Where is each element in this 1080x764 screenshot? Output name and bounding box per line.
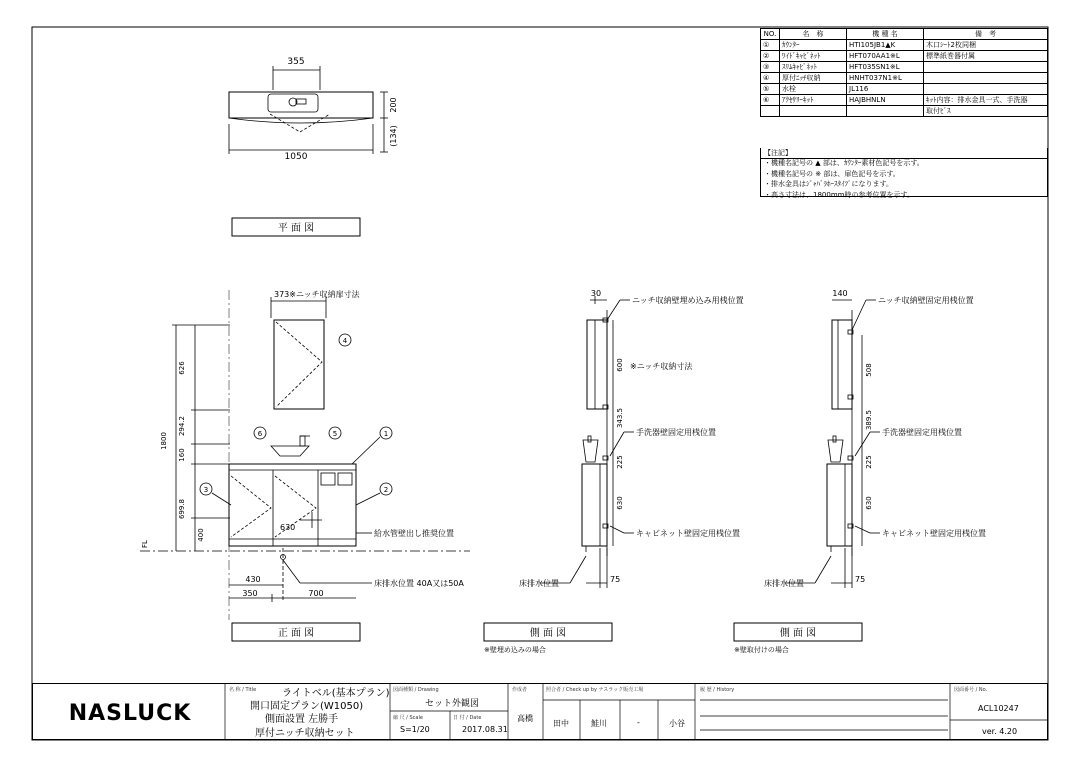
side2-note: ※壁取付けの場合: [734, 646, 789, 654]
parts-cell: ①: [761, 40, 780, 51]
plan-view: [229, 66, 388, 154]
scale-value: S=1/20: [400, 725, 430, 734]
side2-label: 側 面 図: [779, 628, 817, 639]
parts-cell: HFT035SN1※L: [847, 62, 924, 73]
front-label: 正 面 図: [277, 628, 315, 639]
parts-header-name: 名 称: [780, 29, 847, 40]
parts-cell: [847, 106, 924, 117]
callout-cabinet-wall-2: キャビネット壁固定用桟位置: [882, 529, 986, 538]
marker-3: 3: [203, 486, 209, 494]
side-view-wall-mounted: [785, 300, 880, 588]
checker-1: 田中: [553, 719, 569, 728]
dim-side1-225: 225: [616, 455, 624, 469]
dim-side2-75: 75: [855, 575, 866, 584]
date-caption: 日 付 / Date: [453, 715, 482, 721]
dim-side1-630: 630: [616, 496, 624, 510]
parts-cell: ｶｳﾝﾀｰ: [780, 40, 847, 51]
dim-front-fl: FL: [141, 540, 149, 548]
dim-front-2942: 294.2: [178, 415, 186, 437]
dim-side1-600: 600: [616, 358, 624, 372]
callout-cabinet-wall-1: キャビネット壁固定用桟位置: [636, 529, 740, 538]
parts-cell: ｽﾘﾑｷｬﾋﾞﾈｯﾄ: [780, 62, 847, 73]
callout-niche-embed: ニッチ収納壁埋め込み用桟位置: [632, 296, 744, 305]
callout-floor-drain-side-1: 床排水位置: [519, 579, 559, 588]
parts-cell: [924, 73, 1048, 84]
dim-front-700: 700: [308, 589, 324, 598]
marker-2: 2: [383, 486, 389, 494]
dim-side1-3435: 343.5: [616, 407, 624, 429]
dim-front-350: 350: [242, 589, 258, 598]
table-row: [761, 106, 1048, 117]
brand-logo: NASLUCK: [68, 700, 192, 726]
notes-heading: 【注記】: [760, 148, 1048, 159]
table-row: [761, 51, 1048, 62]
title-line2: 開口固定プラン(W1050): [250, 701, 364, 712]
side-view-embedded: [540, 296, 634, 588]
drafter-caption: 作成者: [512, 687, 528, 693]
callout-floor-drain-front: 床排水位置 40A又は50A: [374, 579, 464, 588]
parts-cell: [761, 106, 780, 117]
parts-cell: 標準紙巻器付属: [924, 51, 1048, 62]
table-row: [761, 62, 1048, 73]
check-caption: 照合者 / Check up by ナスラック販売工場: [546, 687, 644, 693]
parts-table: [760, 28, 1048, 117]
date-value: 2017.08.31: [462, 725, 508, 734]
parts-cell: HNHT037N1※L: [847, 73, 924, 84]
title-line4: 厚付ニッチ収納セット: [255, 728, 355, 739]
callout-supply-pipe: 給水管壁出し推奨位置: [374, 529, 454, 538]
parts-cell: HAJBHNLN: [847, 95, 924, 106]
parts-cell: ﾜｲﾄﾞｷｬﾋﾞﾈｯﾄ: [780, 51, 847, 62]
note-item: ・機種名記号の ▲ 部は、ｶｳﾝﾀｰ素材色記号を示す。: [764, 159, 924, 167]
drawing-caption: 図面種類 / Drawing: [393, 687, 439, 693]
marker-4: 4: [342, 337, 348, 345]
docno-caption: 図面番号 / No.: [954, 687, 988, 693]
title-line1: ライトベル(基本プラン): [282, 688, 390, 699]
checker-4: 小谷: [669, 719, 685, 728]
marker-6: 6: [257, 430, 263, 438]
table-row: [761, 73, 1048, 84]
docno-value: ACL10247: [978, 704, 1019, 713]
drafter-value: 高橋: [517, 714, 533, 723]
parts-cell: ｷｯﾄ内容：排水金具一式、手洗器: [924, 95, 1048, 106]
side1-label: 側 面 図: [529, 628, 567, 639]
dim-side2-3895: 389.5: [865, 409, 873, 431]
marker-5: 5: [332, 430, 338, 438]
parts-header-remarks: 備 考: [924, 29, 1048, 40]
callout-basin-wall-2: 手洗器壁固定用桟位置: [882, 428, 962, 437]
checker-3: -: [637, 718, 640, 727]
history-caption: 履 歴 / History: [700, 687, 735, 693]
dim-side1-600-note: ※ニッチ収納寸法: [630, 362, 693, 371]
parts-header-row: [761, 29, 1048, 40]
title-line3: 側面設置 左勝手: [265, 714, 339, 725]
parts-cell: HTI105JB1▲K: [847, 40, 924, 51]
parts-cell: [924, 84, 1048, 95]
parts-cell: ｱｸｾｻﾘｰｷｯﾄ: [780, 95, 847, 106]
side1-note: ※壁埋め込みの場合: [484, 646, 546, 654]
parts-cell: ⑤: [761, 84, 780, 95]
parts-cell: HFT070AA1※L: [847, 51, 924, 62]
table-row: [761, 95, 1048, 106]
scale-caption: 縮 尺 / Scale: [393, 715, 423, 721]
parts-header-no: NO.: [761, 29, 780, 40]
dim-front-626: 626: [178, 361, 186, 375]
dim-plan-1050: 1050: [284, 152, 308, 162]
callout-basin-wall-1: 手洗器壁固定用桟位置: [636, 428, 716, 437]
parts-cell: 取付ﾋﾞｽ: [924, 106, 1048, 117]
marker-1: 1: [383, 430, 389, 438]
plan-label: 平 面 図: [277, 223, 315, 234]
dim-front-160: 160: [178, 448, 186, 462]
note-item: ・排水金具はｼﾞｬﾊﾞﾗﾎｰｽﾀｲﾌﾟになります。: [764, 180, 893, 188]
dim-side2-508: 508: [865, 363, 873, 377]
dim-side2-225: 225: [865, 455, 873, 469]
table-row: [761, 40, 1048, 51]
callout-niche-wall: ニッチ収納壁固定用桟位置: [878, 296, 974, 305]
parts-cell: JL116: [847, 84, 924, 95]
dim-front-630: 630: [280, 523, 296, 532]
notes-list: [760, 158, 1048, 197]
dim-front-6998: 699.8: [178, 498, 186, 520]
parts-cell: [780, 106, 847, 117]
drawing-type: セット外観図: [425, 699, 480, 709]
version-value: ver. 4.20: [982, 727, 1018, 736]
dim-front-400: 400: [197, 528, 205, 542]
dim-front-373: 373※ニッチ収納扉寸法: [274, 290, 360, 299]
front-view: [140, 290, 470, 620]
dim-plan-200: 200: [389, 97, 398, 113]
dim-plan-134: (134): [389, 125, 398, 147]
parts-header-model: 機 種 名: [847, 29, 924, 40]
callout-floor-drain-side-2: 床排水位置: [764, 579, 804, 588]
table-row: [761, 84, 1048, 95]
dim-side2-140: 140: [832, 289, 848, 298]
parts-cell: 厚付ﾆｯﾁ収納: [780, 73, 847, 84]
parts-cell: ②: [761, 51, 780, 62]
parts-cell: ③: [761, 62, 780, 73]
checker-2: 鮭川: [591, 719, 607, 728]
note-item: ・機種名記号の ※ 部は、扉色記号を示す。: [764, 169, 900, 178]
dim-front-1800: 1800: [160, 432, 168, 450]
note-item: ・高さ寸法は、1800mm時の参考位置を示す。: [764, 190, 914, 199]
dim-side1-30: 30: [590, 289, 602, 298]
dim-front-430: 430: [245, 575, 261, 584]
parts-cell: 水栓: [780, 84, 847, 95]
dim-plan-355: 355: [287, 57, 305, 67]
dim-side2-630: 630: [865, 496, 873, 510]
parts-cell: ④: [761, 73, 780, 84]
parts-cell: 木口ｼｰﾄ2枚同梱: [924, 40, 1048, 51]
parts-cell: ⑥: [761, 95, 780, 106]
dim-side1-75: 75: [610, 575, 621, 584]
parts-cell: [924, 62, 1048, 73]
title-caption: 名 称 / Title: [229, 687, 257, 693]
